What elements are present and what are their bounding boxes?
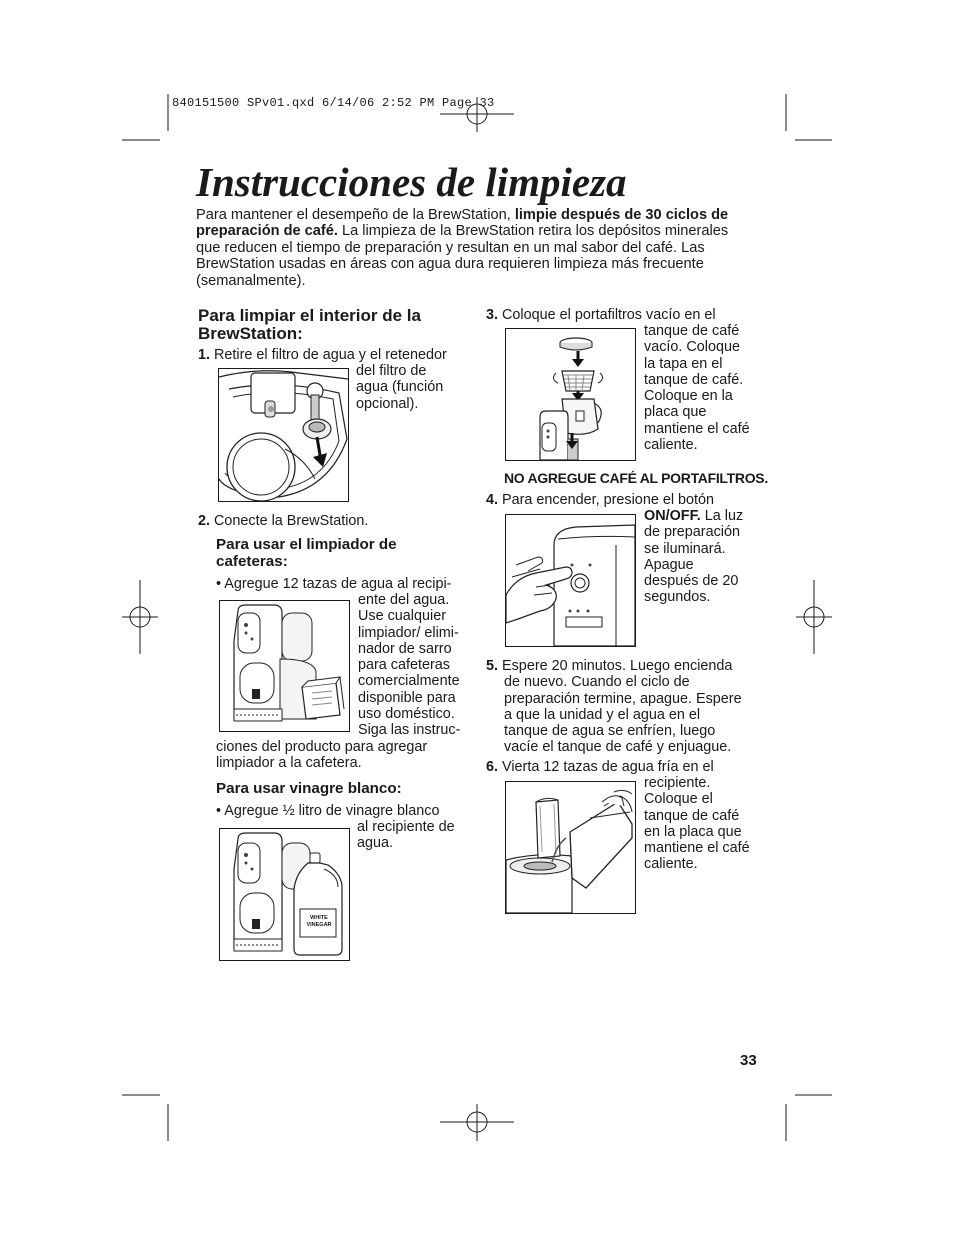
- text-line: mantiene el café: [644, 840, 750, 857]
- text-line: caliente.: [644, 437, 698, 454]
- text-line: ciones del producto para agregar: [216, 739, 428, 755]
- text-line: la tapa en el: [644, 355, 723, 372]
- step-number: 5.: [486, 658, 499, 674]
- text-line: en la placa que: [644, 823, 742, 840]
- intro-text-continued: La limpieza de la BrewStation retira los depósitos minerales que reducen el tiempo de preparación y resultan en un mal sabor del café. Las BrewStation usadas en áreas con agua dura requieren limpieza más frecuente (semanalmente).: [196, 223, 729, 289]
- step-text-line: agua (función: [356, 379, 444, 396]
- page-title: Instrucciones de limpieza: [196, 159, 627, 205]
- text-line: comercialmente: [358, 673, 460, 690]
- text-part: • Agregue: [216, 803, 283, 819]
- text-line: mantiene el café: [644, 420, 750, 437]
- step-text: Coloque el portafiltros vacío en el: [502, 307, 716, 323]
- label-line: VINEGAR: [306, 922, 332, 928]
- text-line: Apague: [644, 556, 694, 573]
- vinegar-jug-label: [300, 915, 338, 929]
- text-line: recipiente.: [644, 775, 711, 791]
- vinegar-heading: Para usar vinagre blanco:: [216, 780, 402, 797]
- step-text: Espere 20 minutos. Luego encienda: [502, 658, 733, 674]
- step-number: 6.: [486, 759, 499, 775]
- step-text: Conecte la BrewStation.: [214, 513, 369, 529]
- text-part: litro de vinagre blanco: [294, 803, 440, 819]
- text-line: Coloque en la: [644, 388, 733, 405]
- on-off-label: ON/OFF.: [644, 508, 701, 524]
- text-line: de nuevo. Cuando el ciclo de: [504, 674, 690, 691]
- text-line: al recipiente de: [357, 819, 455, 835]
- text-line: limpiador a la cafetera.: [216, 755, 362, 772]
- step-1-wrap: [356, 363, 476, 412]
- cleaner-text-wrap: [358, 592, 478, 739]
- cleaner-illustration: [219, 600, 350, 732]
- text-line: a que la unidad y el agua en el: [504, 706, 701, 723]
- text-line: Siga las instruc-: [358, 722, 461, 739]
- text-line: placa que: [644, 404, 707, 421]
- text-line: vacío. Coloque: [644, 339, 740, 356]
- text-line: preparación termine, apague. Espere: [504, 690, 742, 707]
- step-text: Vierta 12 tazas de agua fría en el: [502, 759, 714, 775]
- text-line: vacíe el tanque de café y enjuague.: [504, 739, 732, 756]
- text-line: Coloque el: [644, 791, 713, 808]
- step-text-line: opcional).: [356, 395, 419, 412]
- page-number: 33: [740, 1052, 757, 1069]
- step-number: 3.: [486, 307, 499, 323]
- fraction: ½: [282, 803, 295, 819]
- text-line: uso doméstico.: [358, 706, 455, 723]
- intro-paragraph: [196, 207, 756, 289]
- step-text: Para encender, presione el botón: [502, 492, 715, 508]
- warning-no-coffee: NO AGREGUE CAFÉ AL PORTAFILTROS.: [504, 470, 768, 486]
- step-text-line: del filtro de: [356, 363, 427, 379]
- text-line: disponible para: [358, 689, 456, 706]
- text-line: ente del agua.: [358, 592, 450, 608]
- cleaner-text-line-1: • Agregue 12 tazas de agua al recipi-: [216, 576, 452, 592]
- pour-water-illustration: [505, 781, 636, 914]
- text-line: tanque de café: [644, 323, 740, 339]
- step-4: [486, 492, 714, 508]
- text-line: segundos.: [644, 589, 711, 606]
- step-number: 2.: [198, 513, 211, 529]
- text-line: para cafeteras: [358, 657, 450, 674]
- step-3: [486, 307, 716, 323]
- text-line: tanque de café.: [644, 371, 744, 388]
- interior-cleaning-heading: [198, 307, 468, 343]
- text-line: nador de sarro: [358, 640, 452, 657]
- step-3-wrap: [644, 323, 764, 453]
- text-line: tanque de café: [644, 807, 740, 824]
- text-line: tanque de agua se enfríen, luego: [504, 723, 716, 740]
- label-line: WHITE: [310, 915, 328, 921]
- step-1: [198, 347, 473, 363]
- step-5: [486, 658, 766, 756]
- heading-line: BrewStation:: [198, 324, 303, 343]
- text-line: caliente.: [644, 856, 698, 873]
- cleaner-text-tail: [216, 739, 476, 772]
- heading-line: Para usar el limpiador de: [216, 536, 397, 553]
- step-2: [198, 513, 468, 529]
- heading-line: cafeteras:: [216, 552, 288, 570]
- vinegar-text-wrap: [357, 819, 477, 852]
- filter-basket-illustration: [505, 328, 636, 461]
- text-line: limpiador/ elimi-: [358, 624, 459, 641]
- file-slug: 840151500 SPv01.qxd 6/14/06 2:52 PM Page 33: [172, 96, 495, 110]
- text-line: Use cualquier: [358, 608, 446, 625]
- text-line: de preparación: [644, 524, 741, 541]
- intro-text: Para mantener el desempeño de la BrewStation,: [196, 207, 515, 223]
- power-button-illustration: [505, 514, 636, 647]
- vinegar-text-line-1: [216, 803, 439, 819]
- step-number: 1.: [198, 347, 211, 363]
- cleaner-heading: [216, 537, 466, 570]
- step-6-wrap: [644, 775, 764, 873]
- filter-removal-illustration: [218, 368, 349, 502]
- step-4-wrap: [644, 508, 764, 606]
- step-6: [486, 759, 714, 775]
- step-text: Retire el filtro de agua y el retenedor: [214, 347, 447, 363]
- text-line: se iluminará.: [644, 540, 726, 557]
- intro-bold-text: limpie después de 30 ciclos de preparación de café.: [196, 207, 729, 240]
- vinegar-illustration: [219, 828, 350, 961]
- text-part: La luz: [700, 508, 744, 524]
- text-line: agua.: [357, 835, 394, 852]
- step-number: 4.: [486, 492, 499, 508]
- heading-line: Para limpiar el interior de la: [198, 306, 421, 325]
- text-line: después de 20: [644, 573, 739, 590]
